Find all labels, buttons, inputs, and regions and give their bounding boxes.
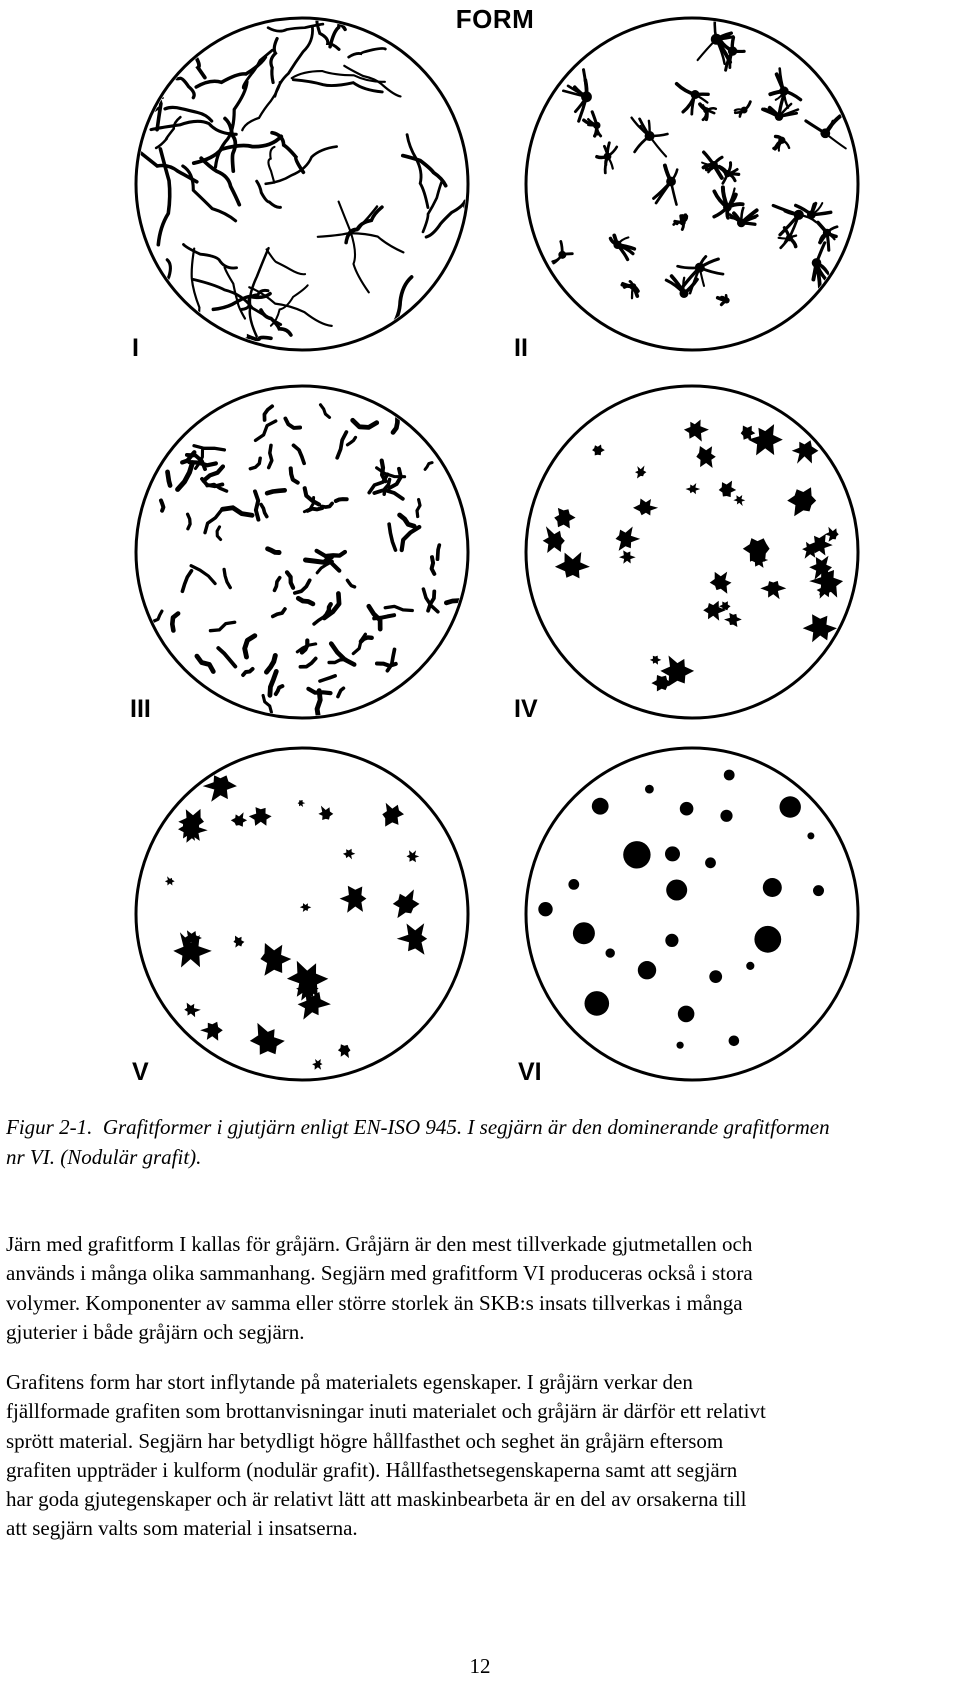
panel-label-vi: VI: [518, 1058, 542, 1086]
panel-label-iii: III: [130, 695, 151, 723]
paragraph-2-line: har goda gjutegenskaper och är relativt lätt att maskinbearbeta är en del av orsakerna till: [6, 1487, 747, 1512]
panel-vi-micrograph: [522, 744, 862, 1084]
panel-i-micrograph: [132, 14, 472, 354]
paragraph-1: [6, 1230, 954, 1347]
paragraph-2-line: fjällformade grafiten som brottanvisningar inuti materialet och gråjärn är därför ett relativt: [6, 1399, 766, 1424]
caption-text-line1: Grafitformer i gjutjärn enligt EN-ISO 945. I segjärn är den dominerande grafitformen: [102, 1115, 830, 1139]
panel-label-i: I: [132, 334, 139, 362]
paragraph-1-line: gjuterier i både gråjärn och segjärn.: [6, 1319, 305, 1344]
paragraph-2-line: att segjärn valts som material i insatserna.: [6, 1516, 358, 1541]
panel-label-v: V: [132, 1058, 149, 1086]
figure-caption: [6, 1112, 954, 1172]
paragraph-2-line: grafiten uppträder i kulform (nodulär grafit). Hållfasthetsegenskaperna samt att segjärn: [6, 1457, 738, 1482]
paragraph-2: [6, 1368, 954, 1544]
paragraph-2-line: sprött material. Segjärn har betydligt högre hållfasthet och seghet än gråjärn eftersom: [6, 1428, 724, 1453]
panel-ii-micrograph: [522, 14, 862, 354]
paragraph-1-line: volymer. Komponenter av samma eller större storlek än SKB:s insats tillverkas i många: [6, 1290, 743, 1315]
panel-iii-micrograph: [132, 382, 472, 722]
caption-label: Figur 2-1.: [6, 1115, 93, 1139]
paragraph-2-line: Grafitens form har stort inflytande på materialets egenskaper. I gråjärn verkar den: [6, 1370, 693, 1394]
figure-title: FORM: [455, 4, 535, 34]
panel-iv-micrograph: [522, 382, 862, 722]
panel-v-micrograph: [132, 744, 472, 1084]
paragraph-1-line: Järn med grafitform I kallas för gråjärn. Gråjärn är den mest tillverkade gjutmetallen och: [6, 1232, 753, 1256]
caption-text-line2: nr VI. (Nodulär grafit).: [6, 1145, 202, 1169]
panel-label-ii: II: [514, 334, 528, 362]
panel-label-iv: IV: [514, 695, 538, 723]
paragraph-1-line: används i många olika sammanhang. Segjärn med grafitform VI produceras också i stora: [6, 1261, 753, 1286]
page-number: 12: [469, 1654, 491, 1678]
